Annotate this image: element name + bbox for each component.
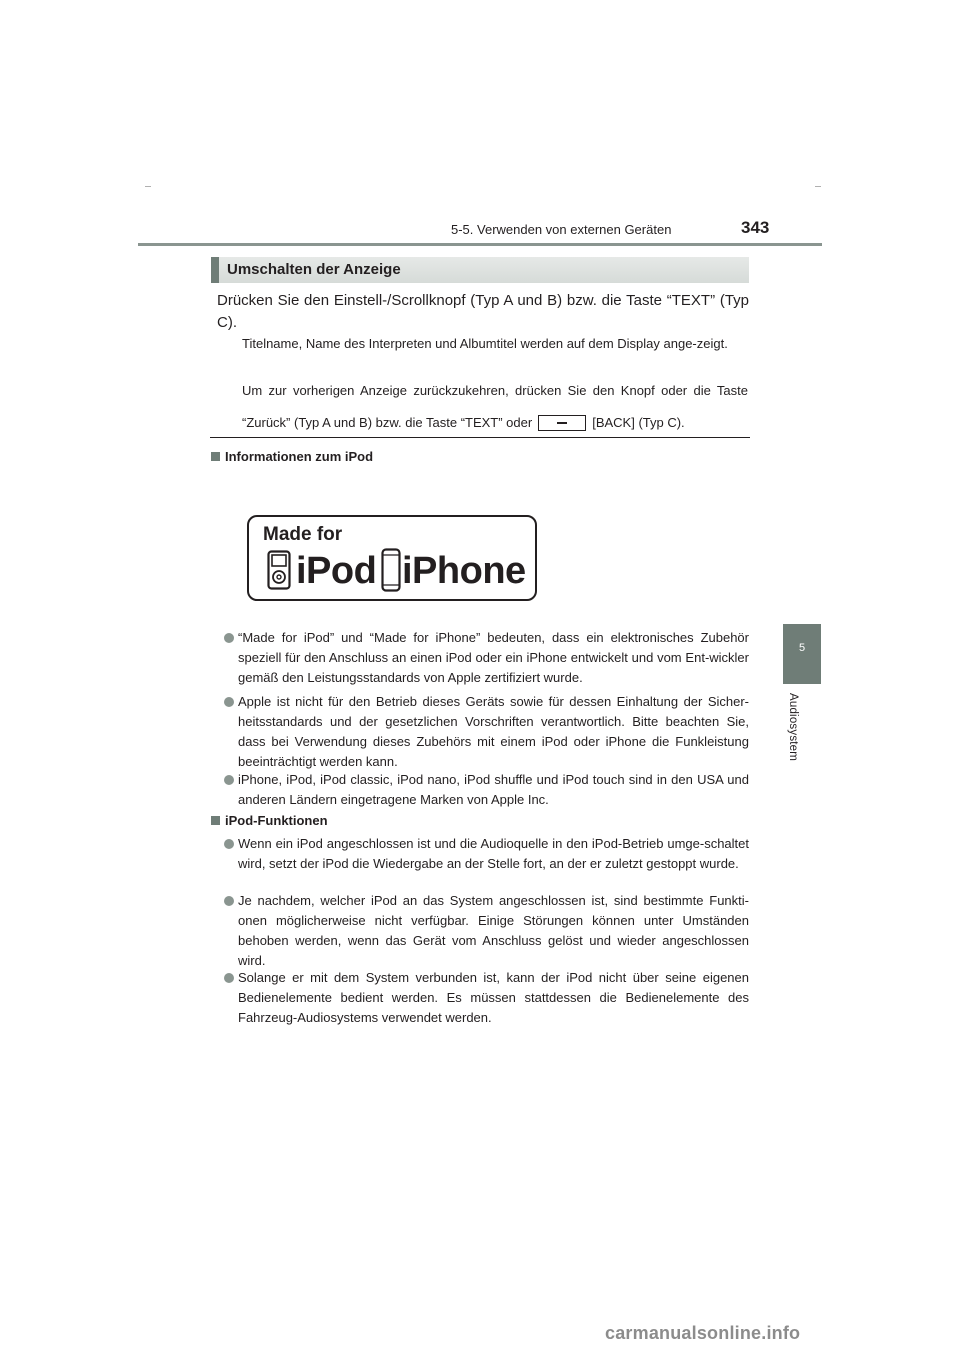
section-divider xyxy=(210,437,750,438)
square-bullet-icon xyxy=(211,816,220,825)
page-number: 343 xyxy=(741,218,770,237)
list-item: Solange er mit dem System verbunden ist, kann der iPod nicht über seine eigenen Bedienelemente bedient werden. Es müssen stattdessen die Bedienelemente des Fahrzeug-Audiosystems verwendet werden. xyxy=(224,968,749,1028)
iphone-device-icon xyxy=(381,548,401,592)
bullet-dot-icon xyxy=(224,973,234,983)
bullet-dot-icon xyxy=(224,896,234,906)
logo-made-for: Made for xyxy=(263,524,343,545)
chapter-tab xyxy=(783,624,821,684)
back-key-icon xyxy=(538,415,586,431)
list-item: Je nachdem, welcher iPod an das System angeschlossen ist, sind bestimmte Funkti-onen möglicherweise nicht verfügbar. Einige Störungen können unter Umständen behoben werden, wenn das Gerät vom Anschluss gelöst und wieder angeschlossen wird. xyxy=(224,891,749,971)
bullet-dot-icon xyxy=(224,697,234,707)
list-item: “Made for iPod” und “Made for iPhone” bedeuten, dass ein elektronisches Zubehör speziell für den Anschluss an einen iPod oder ein iPhone entwickelt und vom Ent-wickler gemäß den Leistungsstandards von Apple zertifiziert wurde. xyxy=(224,628,749,688)
subheading-ipod-info xyxy=(211,449,373,464)
bullet-dot-icon xyxy=(224,839,234,849)
subheading-ipod-functions xyxy=(211,813,328,828)
list-item: Wenn ein iPod angeschlossen ist und die Audioquelle in den iPod-Betrieb umge-schaltet wird, setzt der iPod die Wiedergabe an der Stelle fort, an der er zuletzt gestoppt wurde. xyxy=(224,834,749,874)
note-back-text: Um zur vorherigen Anzeige zurückzukehren, drücken Sie den Knopf oder die Taste “Zurück” (Typ A und B) bzw. die Taste “TEXT” oder xyxy=(242,383,748,430)
subheading-ipod-functions-text: iPod-Funktionen xyxy=(225,813,328,828)
section-heading xyxy=(211,257,749,283)
subheading-ipod-info-text: Informationen zum iPod xyxy=(225,449,374,464)
logo-ipod-text: iPod xyxy=(296,550,377,592)
bullet-dot-icon xyxy=(224,775,234,785)
square-bullet-icon xyxy=(211,452,220,461)
section-title: Umschalten der Anzeige xyxy=(227,261,401,278)
ipod-device-icon xyxy=(267,550,291,590)
crop-mark-left xyxy=(145,186,151,187)
crop-mark-right xyxy=(815,186,821,187)
made-for-ipod-iphone-logo xyxy=(247,515,537,601)
watermark: carmanualsonline.info xyxy=(605,1323,801,1343)
chapter-label: Audiosystem xyxy=(787,693,799,762)
note-back xyxy=(242,375,748,439)
chapter-number: 5 xyxy=(798,642,806,654)
list-item: Apple ist nicht für den Betrieb dieses Geräts sowie für dessen Einhaltung der Sicher-heitsstandards und der gesetzlichen Vorschriften verantwortlich. Bitte beachten Sie, dass bei Verwendung dieses Zubehörs mit einem iPod oder iPhone die Funkleistung beeinträchtigt werden kann. xyxy=(224,692,749,772)
instruction-text: Drücken Sie den Einstell-/Scrollknopf (Typ A und B) bzw. die Taste “TEXT” (Typ C). xyxy=(217,292,749,331)
note-back-text-end: [BACK] (Typ C). xyxy=(592,415,685,430)
note-display: Titelname, Name des Interpreten und Albumtitel werden auf dem Display ange-zeigt. xyxy=(242,336,728,351)
list-item: iPhone, iPod, iPod classic, iPod nano, iPod shuffle und iPod touch sind in den USA und anderen Ländern eingetragene Marken von Apple Inc. xyxy=(224,770,749,810)
bullet-dot-icon xyxy=(224,633,234,643)
section-heading-bar xyxy=(211,257,219,283)
header-rule xyxy=(138,243,822,246)
running-header: 5-5. Verwenden von externen Geräten xyxy=(451,222,672,237)
logo-iphone-text: iPhone xyxy=(402,550,526,592)
